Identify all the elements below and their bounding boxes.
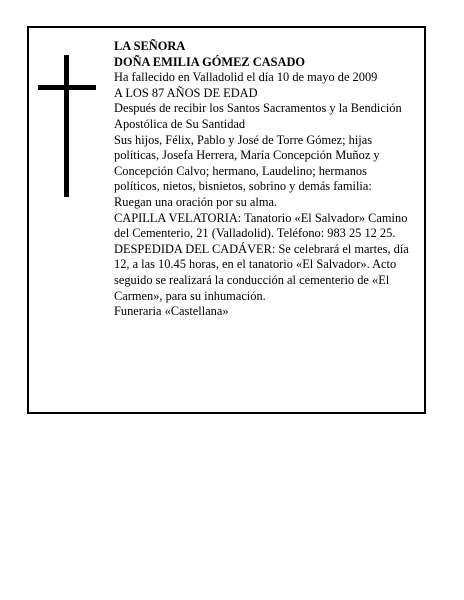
cross-vertical-bar: [64, 55, 69, 197]
death-statement: Ha fallecido en Valladolid el día 10 de mayo de 2009: [114, 70, 378, 85]
notice-title: LA SEÑORA: [114, 39, 186, 53]
chapel-info: CAPILLA VELATORIA: Tanatorio «El Salvador» Camino del Cementerio, 21 (Valladolid). Teléfono: 983 25 12 25.: [114, 210, 408, 241]
funeral-home: Funeraria «Castellana»: [114, 304, 229, 319]
cross-icon: [38, 55, 96, 197]
cross-horizontal-bar: [38, 85, 96, 90]
farewell-info: DESPEDIDA DEL CADÁVER: Se celebrará el martes, día 12, a las 10.45 horas, en el tanatorio «El Salvador». Acto seguido se realizará la conducción al cementerio de «El Carmen», para su inhumación.: [114, 241, 409, 303]
age-statement: A LOS 87 AÑOS DE EDAD: [114, 85, 258, 100]
family-list: Sus hijos, Félix, Pablo y José de Torre Gómez; hijas políticas, Josefa Herrera, María Concepción Muñoz y Concepción Calvo; hermano, Laudelino; hermanos políticos, nietos, bisnietos, sobrino y demás familia:: [114, 132, 380, 194]
prayer-request: Ruegan una oración por su alma.: [114, 194, 278, 209]
obituary-text: [114, 39, 414, 320]
deceased-name: DOÑA EMILIA GÓMEZ CASADO: [114, 54, 306, 69]
sacraments-statement: Después de recibir los Santos Sacramentos y la Bendición Apostólica de Su Santidad: [114, 101, 402, 131]
